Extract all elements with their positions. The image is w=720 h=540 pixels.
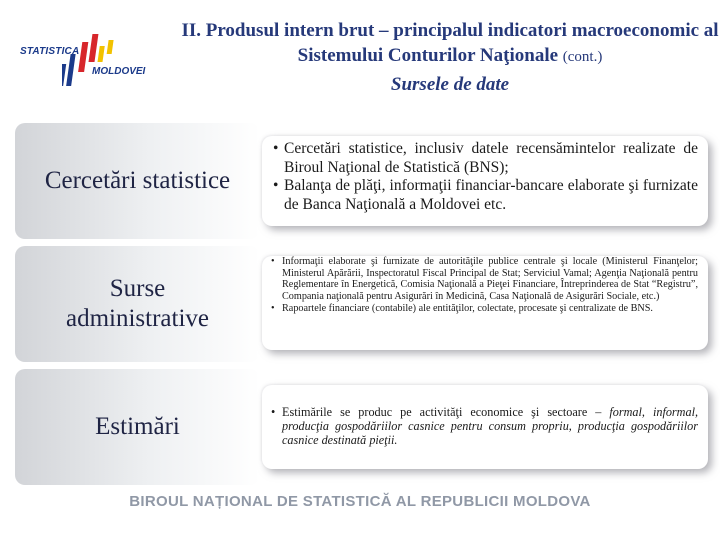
bullet-item xyxy=(266,405,698,447)
page-title xyxy=(180,18,720,70)
logo xyxy=(8,28,158,98)
row-description-estimari xyxy=(262,385,708,469)
row-label-text: Cercetări statistice xyxy=(44,167,231,194)
bullet-item: • Rapoartele financiare (contabile) ale entităţilor, colectate, procesate şi centralizate de BNS. xyxy=(266,303,698,315)
bullet-item: • Balanţa de plăţi, informaţii financiar-bancare elaborate şi furnizate de Banca Naţională a Moldovei etc. xyxy=(268,177,698,214)
row-label-cercetari xyxy=(15,123,260,239)
bullet-item-text: Estimările se produc pe activităţi economice şi sectoare – xyxy=(282,405,610,419)
page-subtitle: Sursele de date xyxy=(390,74,510,95)
logo-bars-icon xyxy=(62,30,126,90)
page-title-text: II. Produsul intern brut – principalul indicatori macroeconomic al Sistemului Conturilor Naţionale xyxy=(181,20,719,66)
row-label-estimari xyxy=(15,369,260,485)
bullet-list xyxy=(262,385,708,447)
bullet-item: • Cercetări statistice, inclusiv datele recensămintelor realizate de Biroul Naţional de Statistică (BNS); xyxy=(268,140,698,177)
bullet-list xyxy=(262,256,708,315)
row-description-cercetari xyxy=(262,136,708,226)
page-title-suffix: (cont.) xyxy=(562,49,603,65)
bullet-item-italic-text: formal, informal, producţia gospodăriilor casnice pentru consum propriu, producţia gospodăriilor casnice destinată pieţii. xyxy=(282,405,698,447)
footer-organization-name: BIROUL NAȚIONAL DE STATISTICĂ AL REPUBLICII MOLDOVA xyxy=(129,493,591,510)
row-label-text: Estimări xyxy=(95,413,180,440)
bullet-item: • Informaţii elaborate şi furnizate de autorităţile publice centrale şi locale (Ministerul Finanţelor; Ministerul Apărării, Inspectoratul Fiscal Principal de Stat; Serviciul Vamal; Agenţia Naţională pentru Reglementare în Energetică, Comisia Naţională a Pieţei Financiare, Întreprinderea de Stat “Registru”, Compania naţională pentru Asigurări în Medicină, Casa Naţională de Asigurări Sociale, etc.) xyxy=(266,256,698,303)
row-label-surse-administrative xyxy=(15,246,260,362)
logo-text-moldovei: MOLDOVEI xyxy=(92,66,146,77)
logo-text-statistica: STATISTICA xyxy=(20,46,80,57)
row-description-surse-administrative xyxy=(262,256,708,350)
bullet-list xyxy=(262,136,708,214)
row-label-text: Surse administrative xyxy=(65,275,210,332)
